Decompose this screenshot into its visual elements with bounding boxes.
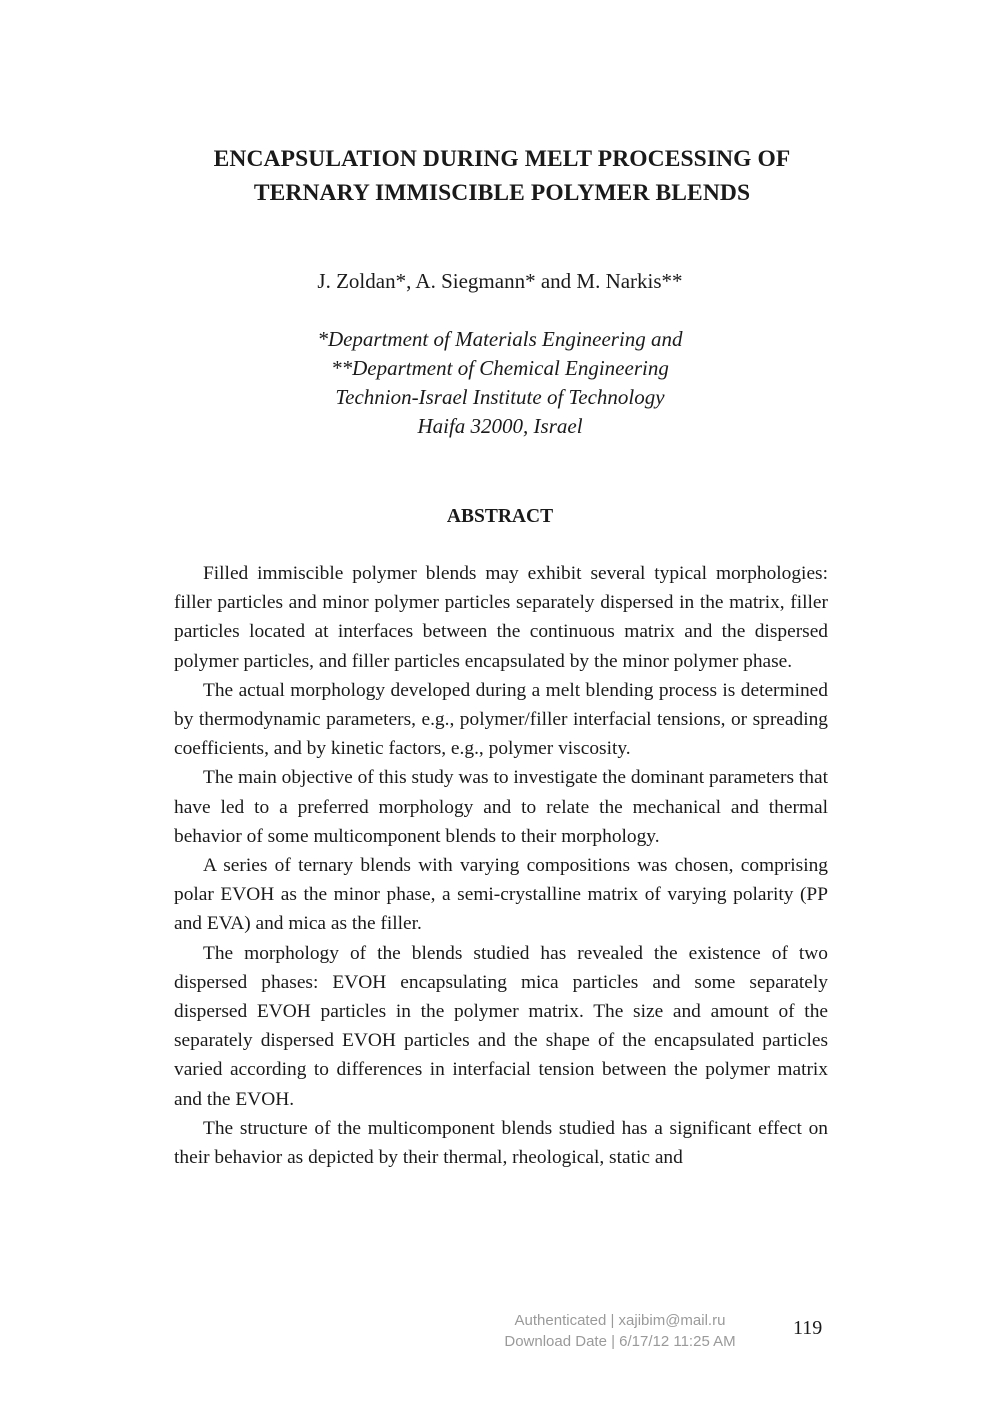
abstract-body — [174, 559, 828, 1172]
watermark-authenticated: Authenticated | xajibim@mail.ru — [514, 1312, 726, 1329]
abstract-heading: ABSTRACT — [446, 506, 554, 527]
abstract-paragraph: The actual morphology developed during a melt blending process is determined by thermodynamic parameters, e.g., polymer/filler interfacial tensions, or spreading coefficients, and by kinetic factors, e.g., polymer viscosity. — [174, 679, 828, 760]
paper-title — [150, 142, 854, 210]
affiliation-line: Haifa 32000, Israel — [417, 414, 583, 438]
affiliation-line: **Department of Chemical Engineering — [331, 356, 669, 380]
affiliations — [0, 325, 994, 441]
affiliation-line: *Department of Materials Engineering and — [317, 327, 683, 351]
abstract-paragraph: A series of ternary blends with varying compositions was chosen, comprising polar EVOH as the minor phase, a semi-crystalline matrix of varying polarity (PP and EVA) and mica as the filler. — [174, 855, 828, 935]
page-number: 119 — [793, 1317, 823, 1339]
affiliation-line: Technion-Israel Institute of Technology — [335, 385, 665, 409]
abstract-paragraph: Filled immiscible polymer blends may exhibit several typical morphologies: filler particles and minor polymer particles separately dispersed in the matrix, filler particles located at interfaces between the continuous matrix and the dispersed polymer particles, and filler particles encapsulated by the minor polymer phase. — [174, 563, 828, 672]
title-line-2: TERNARY IMMISCIBLE POLYMER BLENDS — [253, 180, 751, 206]
title-line-1: ENCAPSULATION DURING MELT PROCESSING OF — [213, 146, 791, 172]
abstract-paragraph: The structure of the multicomponent blends studied has a significant effect on their behavior as depicted by their thermal, rheological, static and — [174, 1117, 828, 1169]
abstract-paragraph: The morphology of the blends studied has revealed the existence of two dispersed phases: EVOH encapsulating mica particles and some separately dispersed EVOH particles in the polymer matrix. The size and amount of the separately dispersed EVOH particles and the shape of the encapsulated particles varied according to differences in interfacial tension between the polymer matrix and the EVOH. — [174, 942, 828, 1110]
download-watermark — [440, 1310, 800, 1352]
watermark-download-date: Download Date | 6/17/12 11:25 AM — [504, 1333, 736, 1350]
author-list: J. Zoldan*, A. Siegmann* and M. Narkis** — [317, 269, 683, 293]
abstract-paragraph: The main objective of this study was to investigate the dominant parameters that have led to a preferred morphology and to relate the mechanical and thermal behavior of some multicomponent blends to their morphology. — [174, 767, 828, 847]
